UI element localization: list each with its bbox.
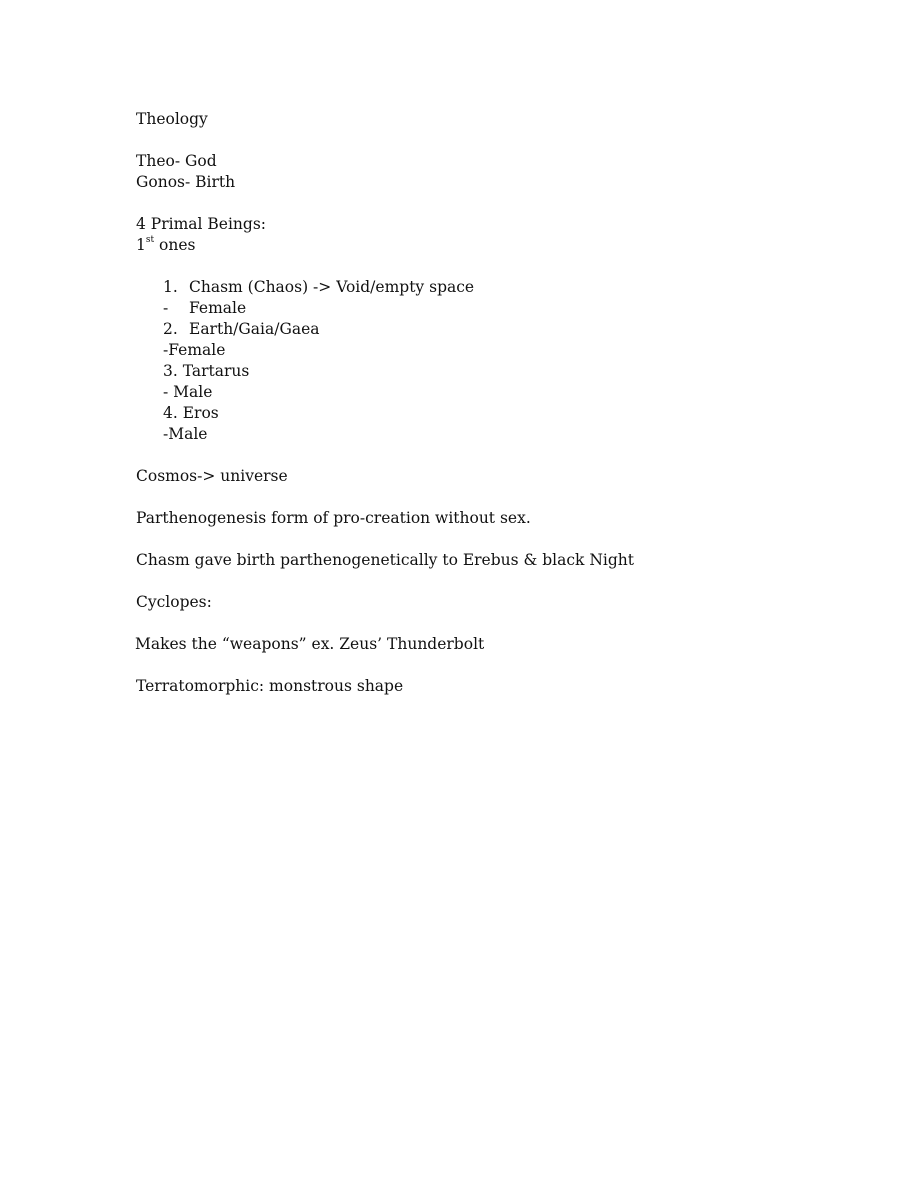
parthenogenesis-line: Parthenogenesis form of pro-creation without sex. (136, 509, 531, 527)
first-ones-superscript: st (145, 235, 155, 245)
list-text: Earth/Gaia/Gaea (189, 320, 320, 338)
weapons-line: Makes the “weapons” ex. Zeus’ Thunderbolt (135, 635, 485, 653)
terratomorphic-line: Terratomorphic: monstrous shape (136, 677, 404, 695)
first-ones-number: 1 (136, 236, 146, 254)
list-item: - Male (163, 383, 213, 401)
chasm-birth-line: Chasm gave birth parthenogenetically to Erebus & black Night (136, 551, 635, 569)
cosmos-line: Cosmos-> universe (136, 467, 288, 485)
list-marker: 1. (163, 278, 178, 296)
list-item (163, 319, 319, 340)
list-item (163, 298, 246, 319)
list-text: Chasm (Chaos) -> Void/empty space (189, 278, 475, 296)
cyclopes-heading: Cyclopes: (136, 593, 212, 611)
list-marker: - (163, 299, 169, 317)
list-marker: 2. (163, 320, 178, 338)
list-item: 3. Tartarus (163, 362, 250, 380)
document-title: Theology (136, 110, 208, 128)
etymology-theo: Theo- God (136, 152, 217, 170)
list-item (163, 277, 474, 298)
list-item: 4. Eros (163, 404, 219, 422)
list-text: Female (189, 299, 247, 317)
list-item: -Male (163, 425, 208, 443)
first-ones-word: ones (154, 236, 196, 254)
primal-beings-heading: 4 Primal Beings: (136, 215, 267, 233)
etymology-gonos: Gonos- Birth (136, 173, 236, 191)
list-item: -Female (163, 341, 226, 359)
first-ones-line (136, 235, 196, 256)
